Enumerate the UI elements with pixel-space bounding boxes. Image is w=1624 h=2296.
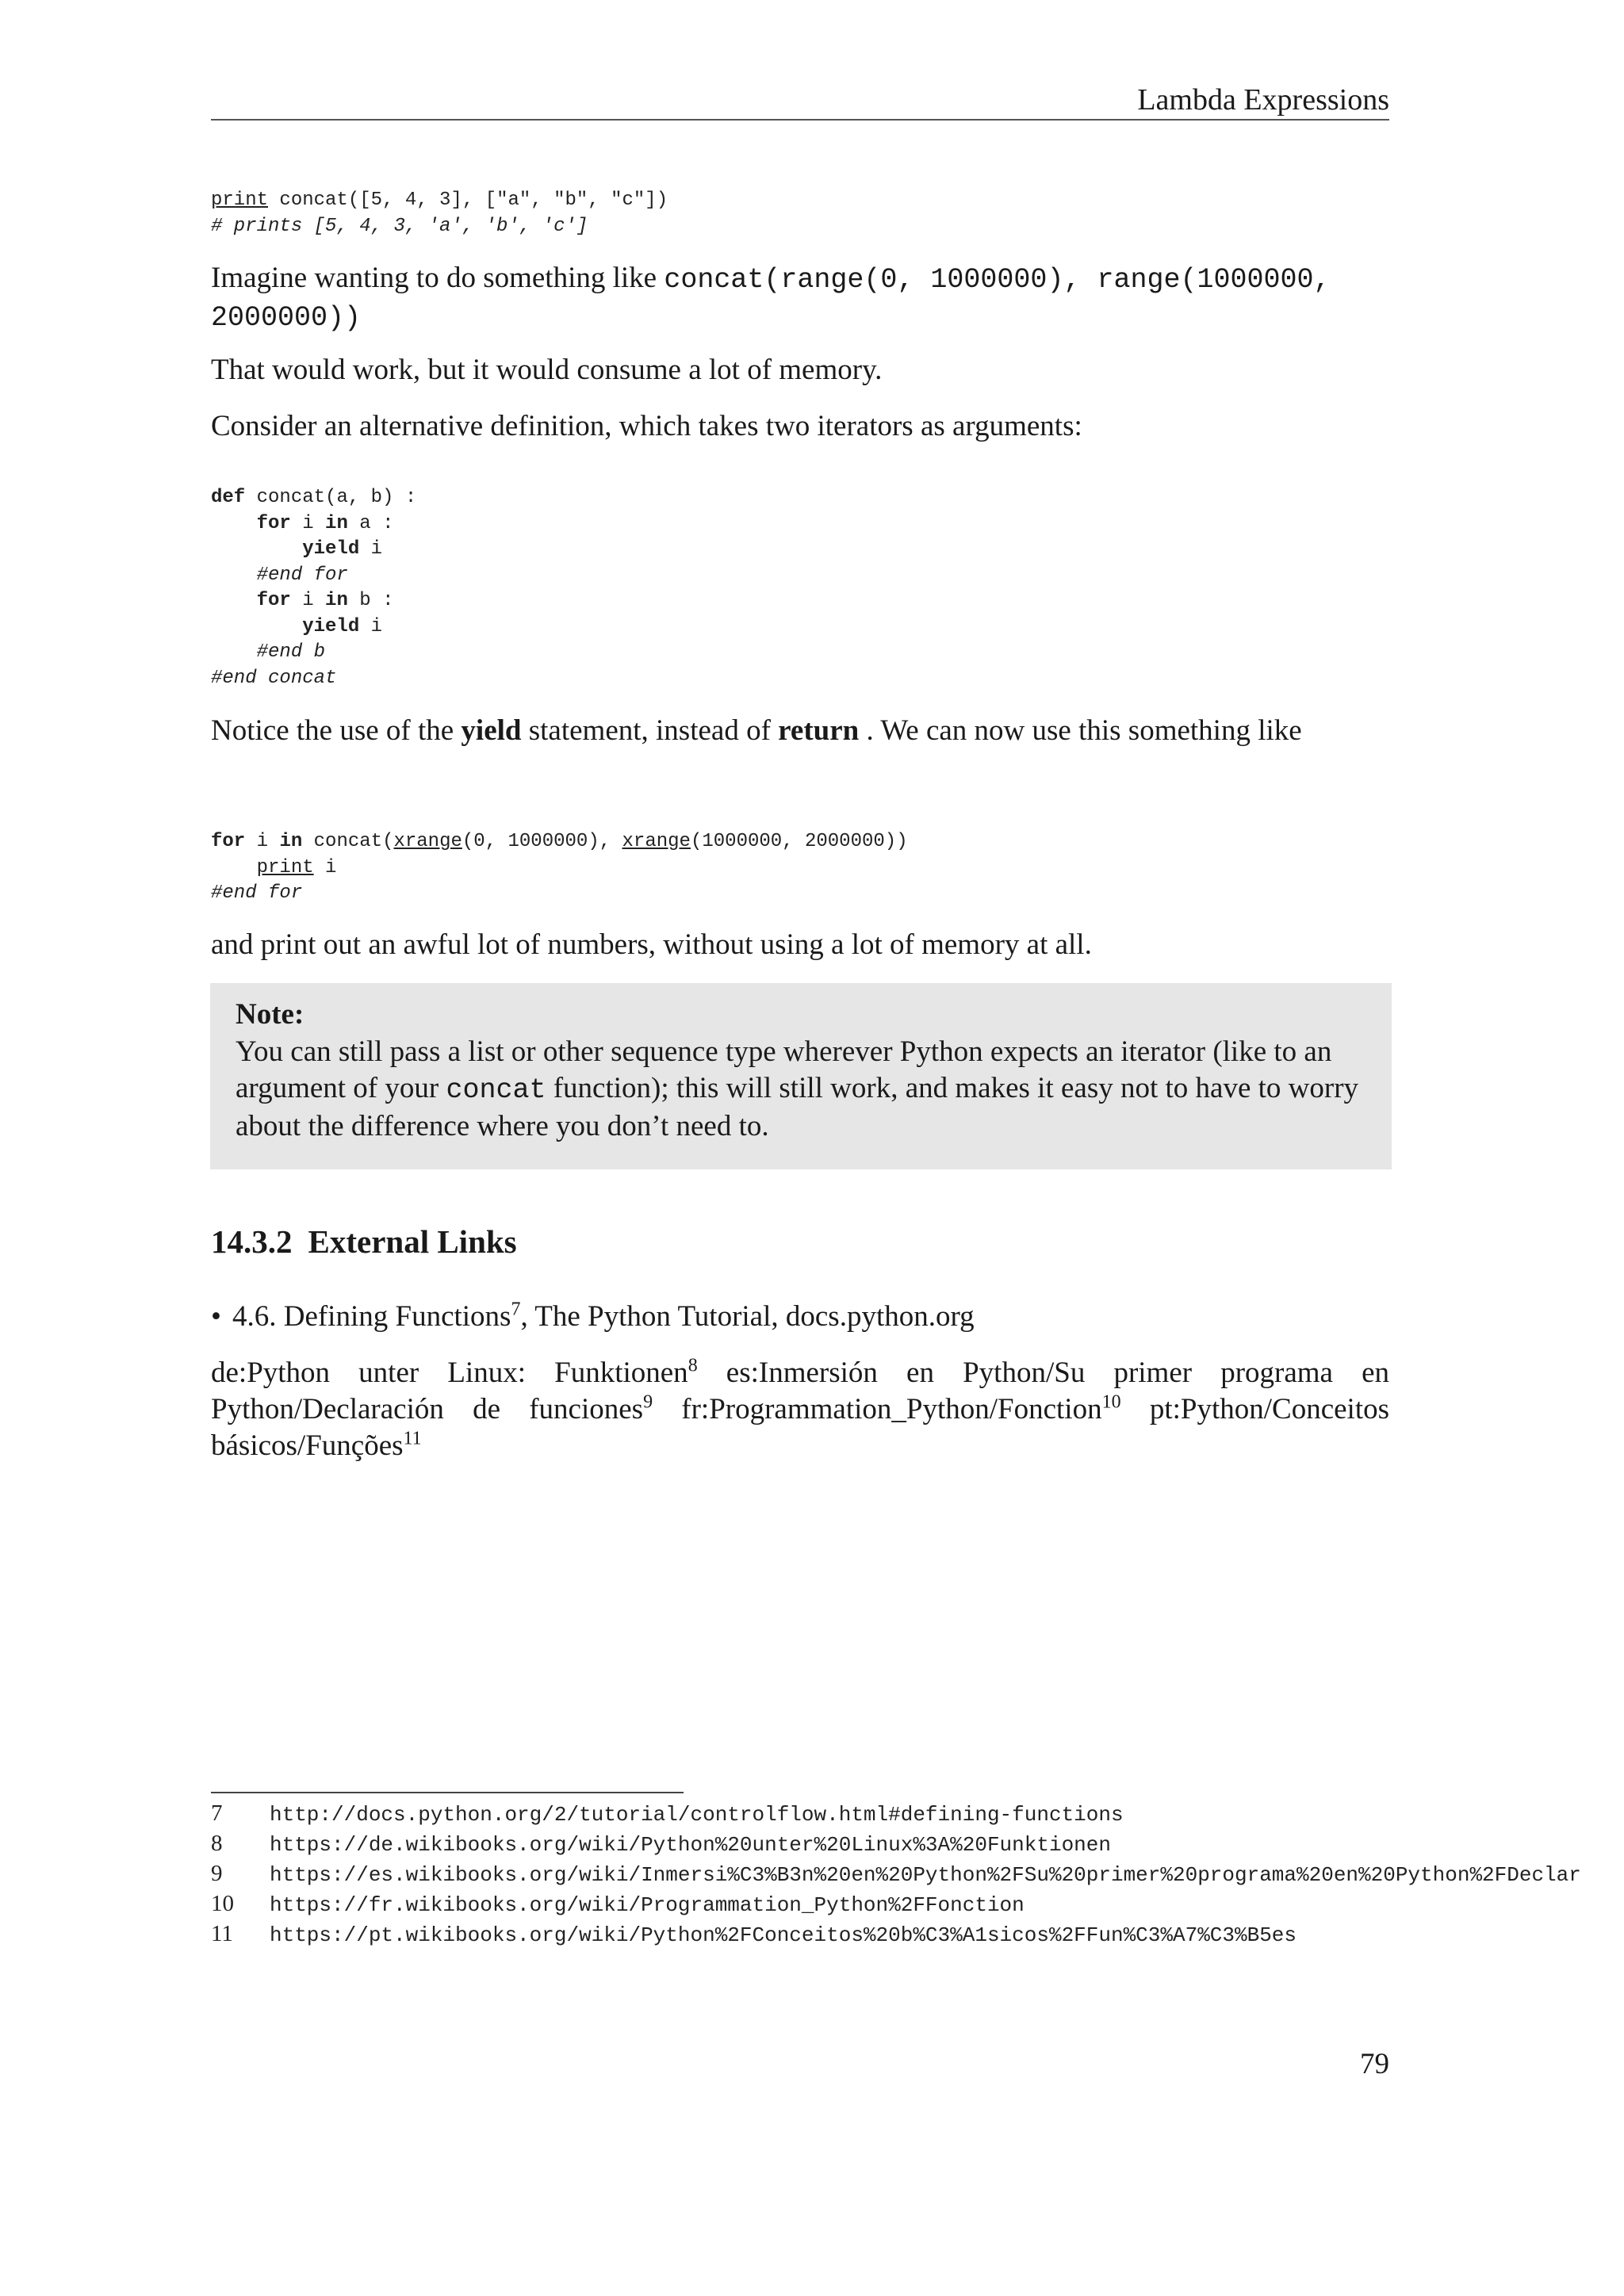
code-keyword: for [256,512,291,534]
footnote-url[interactable]: http://docs.python.org/2/tutorial/controlflow.html#defining-functions [270,1803,1124,1827]
inline-code: concat(range(0, 1000000), range(1000000, 2000000)) [211,264,1331,334]
page-number: 79 [1360,2048,1389,2080]
footnote-url[interactable]: https://pt.wikibooks.org/wiki/Python%2FConceitos%20b%C3%A1sicos%2FFun%C3%A7%C3%B5es [270,1923,1297,1947]
language-link[interactable]: fr:Programmation_Python/Fonction [653,1393,1102,1425]
code-text: i [290,590,326,611]
inline-code: concat [446,1074,546,1106]
code-comment: #end for [256,564,348,586]
language-link[interactable]: de:Python unter Linux: Funktionen [211,1357,688,1389]
footnote-url[interactable]: https://es.wikibooks.org/wiki/Inmersi%C3%B3n%20en%20Python%2FSu%20primer%20programa%20en%20Python%2FDeclar [270,1863,1581,1887]
code-keyword: def [211,487,246,508]
footnote-url[interactable]: https://de.wikibooks.org/wiki/Python%20unter%20Linux%3A%20Funktionen [270,1833,1111,1857]
paragraph-text: statement, instead of [521,714,779,747]
paragraph-alternative: Consider an alternative definition, which takes two iterators as arguments: [211,410,1082,442]
code-keyword: for [256,590,291,611]
code-block-concat-definition [211,485,416,691]
code-keyword: yield [302,615,360,637]
footnote-number: 9 [211,1861,223,1886]
note-box [210,983,1392,1169]
code-block-for-loop [211,829,908,907]
code-keyword: in [279,831,303,852]
bold-term: return [778,714,860,747]
language-links [211,1355,1389,1464]
list-item-text: , The Python Tutorial, docs.python.org [520,1300,975,1333]
code-comment: #end b [256,641,326,663]
code-text: i [245,831,280,852]
code-text: i [359,538,383,560]
bullet-icon: • [211,1300,221,1333]
code-text: (0, 1000000), [462,831,622,852]
code-comment: #end for [211,882,303,904]
section-number: 14.3.2 [211,1223,293,1260]
paragraph-yield [211,713,1389,749]
paragraph-text: Imagine wanting to do something like [211,262,665,294]
code-text: i [313,856,337,878]
footnote-ref[interactable]: 10 [1101,1391,1121,1413]
paragraph-print-numbers: and print out an awful lot of numbers, without using a lot of memory at all. [211,928,1092,961]
note-text: You can still pass a list or other sequence type wherever Python expects an iterator (like to an argument of your [236,1035,1332,1104]
code-link: xrange [622,831,691,852]
paragraph-text: Notice the use of the [211,714,462,747]
footnote-ref[interactable]: 11 [403,1428,422,1449]
footnote [211,1861,1581,1887]
bold-term: yield [461,714,522,747]
code-text: concat(a, b) : [245,487,417,508]
code-block-print-concat [211,188,668,239]
footnote-number: 8 [211,1831,223,1856]
code-keyword: in [325,512,348,534]
footnote-ref[interactable]: 8 [688,1355,698,1376]
external-link[interactable]: 4.6. Defining Functions [232,1300,511,1333]
footnote-divider [211,1792,684,1793]
footnote [211,1921,1297,1947]
footnote-number: 10 [211,1891,234,1916]
code-keyword: for [211,831,246,852]
code-keyword: print [211,189,269,211]
code-link: xrange [393,831,462,852]
note-label: Note: [236,998,304,1031]
paragraph-memory: That would work, but it would consume a lot of memory. [211,354,883,386]
paragraph-imagine [211,260,1389,336]
code-link: print [256,856,314,878]
footnote-ref[interactable]: 7 [511,1299,521,1320]
running-header-title: Lambda Expressions [1137,83,1389,117]
code-comment: #end concat [211,667,337,689]
code-comment: # prints [5, 4, 3, 'a', 'b', 'c'] [211,215,588,237]
footnote [211,1891,1025,1917]
footnote-ref[interactable]: 9 [643,1391,653,1413]
code-text: concat([5, 4, 3], ["a", "b", "c"]) [268,189,668,211]
code-text: i [359,615,383,637]
list-item [211,1299,1389,1335]
language-link[interactable]: es:Inmersión en Python/Su primer programa en Python/Declaración de funciones [211,1357,1390,1425]
code-text: b : [347,590,394,611]
note-body [236,1034,1369,1145]
language-link[interactable]: pt:Python/Conceitos básicos/Funções [211,1393,1389,1462]
paragraph-text: . We can now use this something like [859,714,1302,747]
code-keyword: yield [302,538,360,560]
section-heading [211,1223,517,1261]
section-title: External Links [308,1223,517,1260]
code-text: i [290,512,326,534]
code-text: a : [347,512,394,534]
footnote [211,1800,1124,1827]
footnote-number: 7 [211,1800,223,1826]
running-header [211,79,1389,121]
code-text: (1000000, 2000000)) [690,831,908,852]
note-text: function); this will still work, and makes it easy not to have to worry about the difference where you don’t need to. [236,1072,1359,1142]
footnote-number: 11 [211,1921,233,1946]
footnote [211,1831,1111,1857]
code-keyword: in [325,590,348,611]
code-text: concat( [302,831,394,852]
footnote-url[interactable]: https://fr.wikibooks.org/wiki/Programmation_Python%2FFonction [270,1893,1025,1917]
